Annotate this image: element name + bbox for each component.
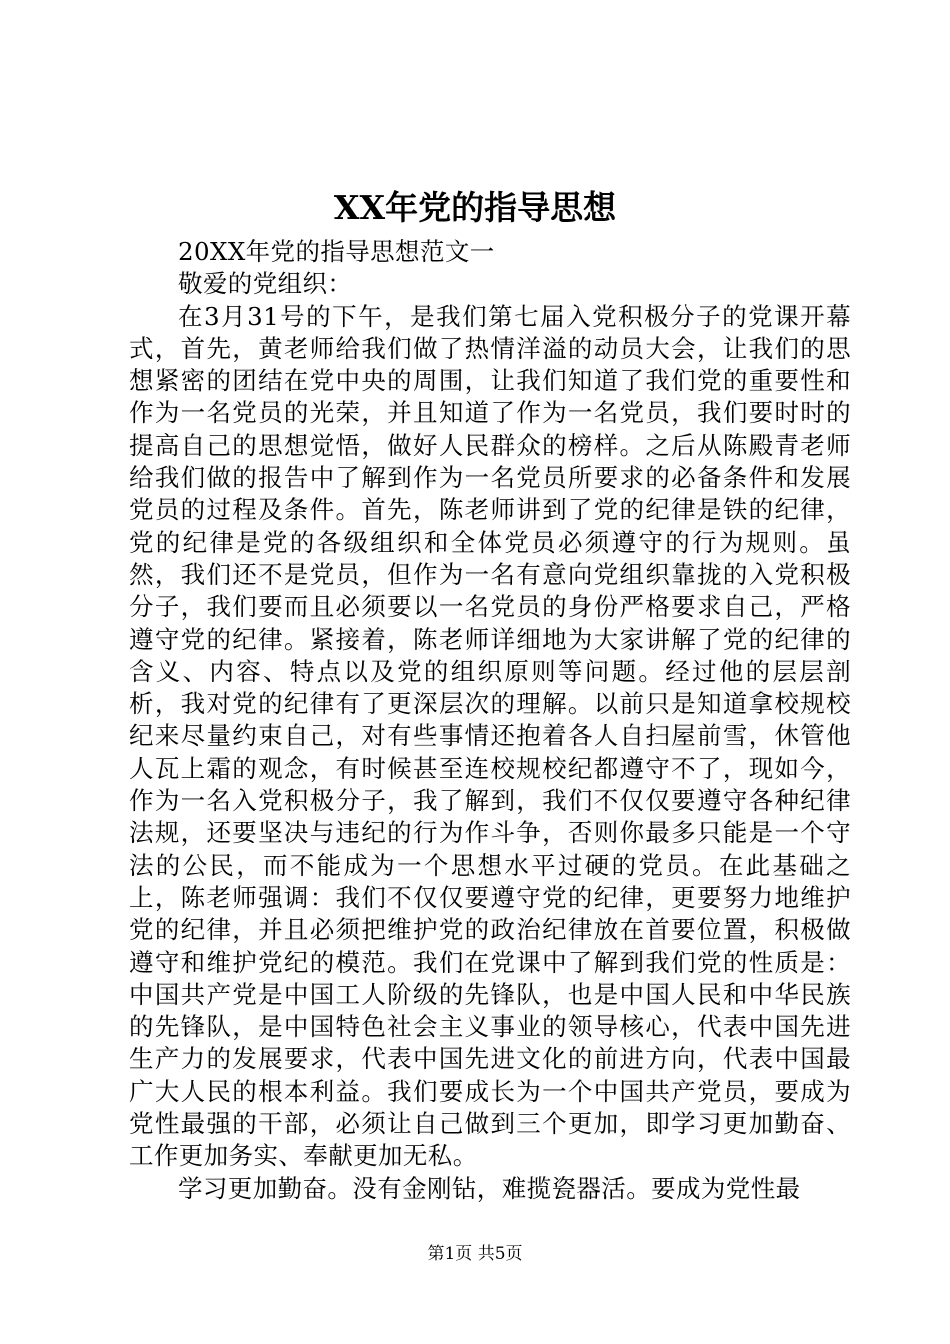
document-title: XX年党的指导思想	[333, 188, 617, 227]
paragraph-salutation: 敬爱的党组织：	[178, 269, 353, 299]
paragraph-subtitle: 20XX年党的指导思想范文一	[178, 237, 495, 266]
paragraph-continued: 学习更加勤奋。没有金刚钻，难揽瓷器活。要成为党性最	[178, 1173, 801, 1203]
paragraph-main: 在3月31号的下午，是我们第七届入党积极分子的党课开幕式，首先，黄老师给我们做了热情洋溢的动员大会，让我们的思想紧密的团结在党中央的周围，让我们知道了我们党的重要性和作为一名党员的光荣，并且知道了作为一名党员，我们要时时的提高自己的思想觉悟，做好人民群众的榜样。之后从陈殿青老师给我们做的报告中了解到作为一名党员所要求的必备条件和发展党员的过程及条件。首先，陈老师讲到了党的纪律是铁的纪律，党的纪律是党的各级组织和全体党员必须遵守的行为规则。虽然，我们还不是党员，但作为一名有意向党组织靠拢的入党积极分子，我们要而且必须要以一名党员的身份严格要求自己，严格遵守党的纪律。紧接着，陈老师详细地为大家讲解了党的纪律的含义、内容、特点以及党的组织原则等问题。经过他的层层剖析，我对党的纪律有了更深层次的理解。以前只是知道拿校规校纪来尽量约束自己，对有些事情还抱着各人自扫屋前雪，休管他人瓦上霜的观念，有时候甚至连校规校纪都遵守不了，现如今，作为一名入党积极分子，我了解到，我们不仅仅要遵守各种纪律法规，还要坚决与违纪的行为作斗争，否则你最多只能是一个守法的公民，而不能成为一个思想水平过硬的党员。在此基础之上，陈老师强调：我们不仅仅要遵守党的纪律，更要努力地维护党的纪律，并且必须把维护党的政治纪律放在首要位置，积极做遵守和维护党纪的模范。我们在党课中了解到我们党的性质是：中国共产党是中国工人阶级的先锋队，也是中国人民和中华民族的先锋队，是中国特色社会主义事业的领导核心，代表中国先进生产力的发展要求，代表中国先进文化的前进方向，代表中国最广大人民的根本利益。我们要成长为一个中国共产党员，要成为党性最强的干部，必须让自己做到三个更加，即学习更加勤奋、工作更加务实、奉献更加无私。	[129, 301, 851, 1171]
document-body	[129, 236, 851, 1205]
page-number-footer: 第1页 共5页	[427, 1244, 523, 1264]
